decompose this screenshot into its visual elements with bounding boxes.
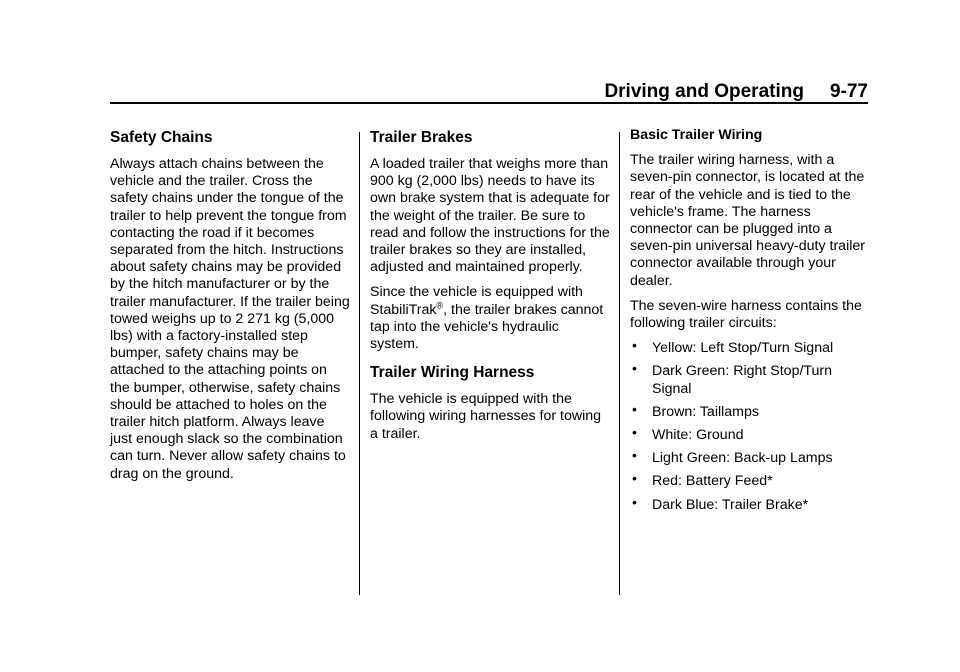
list-item (630, 337, 870, 357)
list-item (630, 447, 870, 467)
safety-chains-paragraph: Always attach chains between the vehicle and the trailer. Cross the safety chains under the tongue of the trailer to help prevent the tongue from contacting the road if it becomes separated from the hitch. Instructions about safety chains may be provided by the hitch manufacturer or by the trailer manufacturer. If the trailer being towed weighs up to 2 271 kg (5,000 lbs) with a factory-installed step bumper, safety chains may be attached to the attaching points on the bumper, otherwise, safety chains should be attached to holes on the trailer hitch platform. Always leave just enough slack so the combination can turn. Never allow safety chains to drag on the ground. (110, 156, 350, 482)
circuit-label: Red: Battery Feed* (652, 473, 773, 490)
trailer-brakes-paragraph: A loaded trailer that weighs more than 900 kg (2,000 lbs) needs to have its own brake system that is adequate for the weight of the trailer. Be sure to read and follow the instructions for the trailer brakes so they are installed, adjusted and maintained properly. (370, 156, 610, 276)
column-divider-2 (619, 132, 620, 595)
column-trailer-brakes (370, 125, 610, 451)
circuit-label: White: Ground (652, 427, 744, 444)
basic-wiring-paragraph: The trailer wiring harness, with a seven-pin connector, is located at the rear of the vehicle and is tied to the vehicle's frame. The harness connector can be plugged into a seven-pin universal heavy-duty trailer connector available through your dealer. (630, 152, 865, 289)
bullet-icon: • (632, 470, 637, 487)
column-basic-trailer-wiring (630, 125, 870, 520)
subheading-basic-trailer-wiring: Basic Trailer Wiring (630, 127, 763, 143)
page-number: 9-77 (829, 81, 868, 102)
section-title: Driving and Operating (604, 81, 804, 102)
circuit-list (630, 337, 870, 514)
bullet-icon: • (632, 424, 637, 441)
bullet-icon: • (632, 447, 637, 464)
heading-safety-chains: Safety Chains (110, 129, 213, 146)
bullet-icon: • (632, 400, 637, 417)
bullet-icon: • (632, 493, 637, 510)
heading-trailer-wiring-harness: Trailer Wiring Harness (370, 364, 535, 382)
circuit-label: Yellow: Left Stop/Turn Signal (652, 340, 834, 357)
heading-trailer-brakes: Trailer Brakes (370, 129, 473, 146)
list-item (630, 360, 870, 397)
list-item (630, 493, 870, 514)
circuit-label: Dark Green: Right Stop/Turn Signal (652, 363, 833, 397)
bullet-icon: • (632, 360, 637, 377)
column-safety-chains (110, 125, 350, 491)
list-item (630, 424, 870, 444)
header-rule (110, 102, 868, 104)
stabilitrak-text-start: Since the vehicle is equipped with StabiliTrak (370, 284, 583, 318)
circuit-label: Brown: Taillamps (652, 403, 759, 420)
wiring-harness-paragraph: The vehicle is equipped with the following wiring harnesses for towing a trailer. (370, 391, 602, 442)
stabilitrak-paragraph (370, 284, 610, 353)
circuit-label: Dark Blue: Trailer Brake* (652, 496, 809, 513)
circuit-label: Light Green: Back-up Lamps (652, 450, 833, 467)
bullet-icon: • (632, 337, 637, 354)
circuits-intro-paragraph: The seven-wire harness contains the following trailer circuits: (630, 297, 862, 332)
list-item (630, 470, 870, 490)
stabilitrak-text-end: , the trailer brakes cannot tap into the vehicle's hydraulic system. (370, 301, 604, 353)
registered-mark: ® (436, 299, 444, 310)
list-item (630, 400, 870, 421)
column-divider-1 (359, 132, 360, 595)
